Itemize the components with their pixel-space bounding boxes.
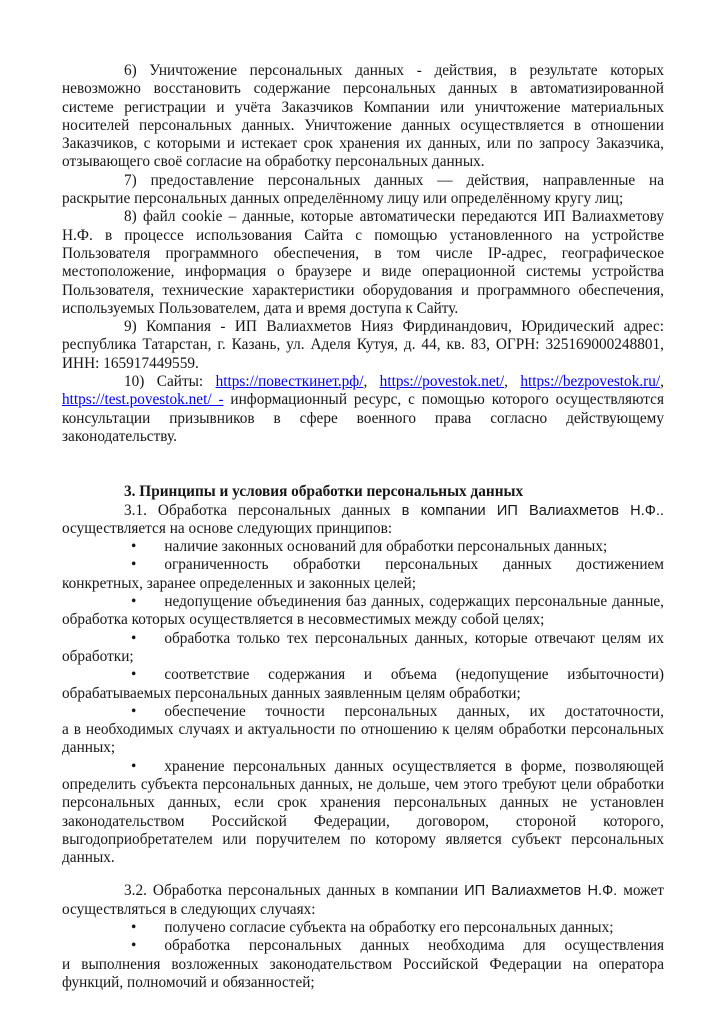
text-segment: обработка персональных данных необходима для осуществления и выполнения возложенных законодательством Российской Федерации на оператора функций, полномочий и обязанностей; <box>62 937 664 991</box>
text-segment: 9) Компания - ИП Валиахметов Нияз Фирдинандович, Юридический адрес: республика Татарстан, г. Казань, ул. Аделя Кутуя, д. 44, кв. 83, ОГРН: 325169000248801, ИНН: 165917449559. <box>62 318 664 372</box>
bullet-item <box>62 630 664 667</box>
text-segment: недопущение объединения баз данных, содержащих персональные данные, обработка которых осуществляется в несовместимых между собой целях; <box>62 593 664 629</box>
bullet-marker: • <box>131 702 137 720</box>
text-segment: наличие законных оснований для обработки персональных данных; <box>164 538 608 556</box>
bullet-item <box>62 937 664 992</box>
text-segment: , <box>660 373 664 391</box>
paragraph <box>62 318 664 373</box>
bullet-marker: • <box>131 593 137 611</box>
text-segment: 3.1. Обработка персональных данных <box>124 501 402 519</box>
section-heading <box>62 483 664 501</box>
paragraph <box>62 373 664 446</box>
text-segment: 6) Уничтожение персональных данных - действия, в результате которых невозможно восстановить содержание персональных данных в автоматизированной системе регистрации и учёта Заказчиков Компании или уничтожение материальных носителей персональных данных. Уничтожение данных осуществляется в отношении Заказчиков, с которыми и истекает срок хранения их данных, или по запросу Заказчика, отзывающего своё согласие на обработку персональных данных. <box>62 62 664 171</box>
site-link[interactable]: https://povestok.net/ <box>379 373 505 391</box>
bullet-marker: • <box>131 629 137 647</box>
bullet-marker: • <box>131 556 137 574</box>
bullet-marker: • <box>131 937 137 955</box>
bullet-item <box>62 758 664 868</box>
bullet-item <box>62 919 664 937</box>
bullet-marker: • <box>131 666 137 684</box>
text-segment: 3. Принципы и условия обработки персональных данных <box>124 483 524 501</box>
text-segment: хранение персональных данных осуществляется в форме, позволяющей определить субъекта персональных данных, не дольше, чем этого требуют цели обработки персональных данных, если срок хранения персональных данных не установлен законодательством Российской Федерации, договором, стороной которого, выгодоприобретателем или поручителем по которому является субъект персональных данных. <box>62 757 664 867</box>
paragraph <box>62 172 664 209</box>
bullet-marker: • <box>131 757 137 775</box>
bullet-item <box>62 538 664 556</box>
paragraph <box>62 882 664 919</box>
text-segment: может осуществляться в следующих случаях: <box>62 882 664 918</box>
text-segment: обработка только тех персональных данных, которые отвечают целям их обработки; <box>62 629 664 665</box>
text-segment: информационный ресурс, с помощью которого осуществляются консультации призывников в сфере военного права согласно действующему законодательству. <box>62 391 664 445</box>
paragraph <box>62 502 664 539</box>
text-segment: 8) файл cookie – данные, которые автоматически передаются ИП Валиахметову Н.Ф. в процессе использования Сайта с помощью установленного на устройстве Пользователя программного обеспечения, в том числе IP-адрес, географическое местоположение, информация о браузере и виде операционной системы устройства Пользователя, технические характеристики оборудования и программного обеспечения, используемых Пользователем, дата и время доступа к Сайту. <box>62 208 664 317</box>
bullet-marker: • <box>131 919 137 937</box>
bullet-item <box>62 593 664 630</box>
paragraph <box>62 208 664 318</box>
text-segment: , <box>363 373 380 391</box>
text-segment: ИП Валиахметов Н.Ф. <box>464 883 618 900</box>
site-link[interactable]: https://test.povestok.net/ - <box>62 391 224 409</box>
text-segment: ограниченность обработки персональных данных достижением конкретных, заранее определенных и законных целей; <box>62 556 664 592</box>
site-link[interactable]: https://bezpovestok.ru/ <box>520 373 661 391</box>
text-segment: получено согласие субъекта на обработку его персональных данных; <box>164 919 614 937</box>
bullet-item <box>62 556 664 593</box>
text-segment: осуществляется на основе следующих принципов: <box>62 519 393 537</box>
vertical-spacer <box>62 867 664 882</box>
paragraph <box>62 62 664 172</box>
bullet-item <box>62 703 664 758</box>
text-segment: 3.2. Обработка персональных данных в компании <box>124 882 465 900</box>
text-segment: 10) Сайты: <box>124 373 216 391</box>
document-body <box>62 62 664 992</box>
bullet-item <box>62 666 664 703</box>
text-segment: 7) предоставление персональных данных — действия, направленные на раскрытие персональных данных определённому лицу или определённому кругу лиц; <box>62 171 664 208</box>
bullet-marker: • <box>131 538 137 556</box>
text-segment: соответствие содержания и объема (недопущение избыточности) обрабатываемых персональных данных заявленным целям обработки; <box>62 666 664 702</box>
vertical-spacer <box>62 446 664 483</box>
text-segment: обеспечение точности персональных данных, их достаточности, а в необходимых случаях и актуальности по отношению к целям обработки персональных данных; <box>62 702 664 757</box>
text-segment: в компании ИП Валиахметов Н.Ф.. <box>401 502 664 519</box>
site-link[interactable]: https://повесткинет.рф/ <box>215 373 364 391</box>
text-segment: , <box>504 373 521 391</box>
